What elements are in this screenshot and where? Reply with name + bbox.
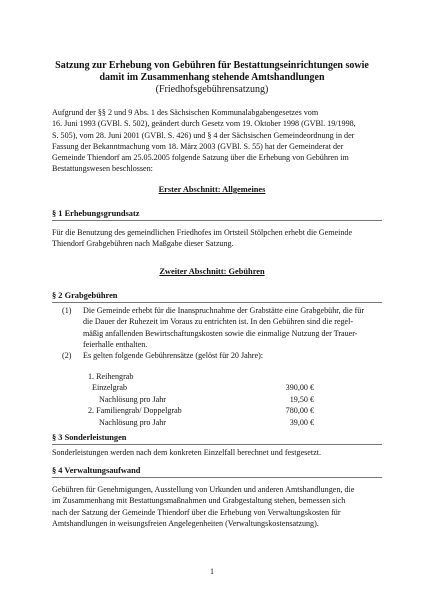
fee-label: Einzelgrab: [92, 383, 128, 393]
preamble-line: 16. Juni 1993 (GVBl. S. 502), geändert durch Gesetz vom 19. Oktober 1998 (GVBl. 19/1998,: [52, 119, 356, 129]
preamble-line: Aufgrund der §§ 2 und 9 Abs. 1 des Sächsischen Kommunalabgabengesetzes vom: [52, 108, 319, 117]
preamble-line: Fassung der Bekanntmachung vom 18. März 2003 (GVBl. S. 55) hat der Gemeinderat der: [52, 141, 344, 151]
section3-text: [52, 447, 382, 458]
item-text: [83, 305, 382, 350]
fee-row: [0, 371, 424, 382]
fee-row: [0, 417, 424, 428]
item-line: die Dauer der Ruhezeit im Voraus zu entrichten ist. In den Gebühren sind die regel-: [83, 317, 354, 327]
heading-rule: [52, 220, 382, 221]
preamble-line: S. 505), vom 28. Juni 2001 (GVBl. S. 426) und § 4 der Sächsischen Gemeindeordnung in der: [52, 130, 355, 140]
heading-grabgebuehren: § 2 Grabgebühren: [52, 291, 118, 300]
fee-row: [0, 405, 424, 416]
heading-erhebungsgrundsatz: § 1 Erhebungsgrundsatz: [52, 209, 140, 218]
item-line: Die Gemeinde erhebt für die Inanspruchnahme der Grabstätte eine Grabgebühr, die für: [83, 306, 365, 315]
item-text: [83, 350, 382, 361]
item-number: (2): [62, 351, 72, 360]
document-title-line-1: Satzung zur Erhebung von Gebühren für Bestattungseinrichtungen sowie: [55, 60, 369, 71]
item-number: (1): [62, 306, 72, 315]
fee-row: [0, 394, 424, 405]
fee-label: 2. Familiengrab/ Doppelgrab: [88, 406, 182, 416]
preamble-line: Gemeinde Thiendorf am 25.05.2005 folgende Satzung über die Erhebung von Gebühren im: [52, 153, 349, 163]
fee-row: [0, 382, 424, 393]
item-line: mäßig anfallenden Bewirtschaftungskosten sowie die einmalige Nutzung der Trauer-: [83, 328, 358, 338]
item-line: Es gelten folgende Gebührensätze (gelöst für 20 Jahre):: [83, 351, 264, 360]
fee-amount: 780,00 €: [285, 406, 314, 416]
fee-amount: 390,00 €: [285, 383, 314, 393]
preamble: [52, 107, 382, 175]
section3-line: Sonderleistungen werden nach dem konkreten Einzelfall berechnet und festgesetzt.: [52, 448, 322, 457]
fee-amount: 19,50 €: [289, 394, 314, 404]
section-title-gebuehren: Zweiter Abschnitt: Gebühren: [159, 267, 265, 276]
heading-verwaltungsaufwand: § 4 Verwaltungsaufwand: [52, 466, 141, 475]
fee-label: Nachlösung pro Jahr: [99, 417, 166, 427]
section1-text: [52, 227, 382, 250]
section4-text: [52, 484, 382, 529]
section-title-allgemeines: Erster Abschnitt: Allgemeines: [158, 185, 266, 194]
document-subtitle: (Friedhofsgebührensatzung): [155, 84, 269, 95]
document-title-line-2: damit im Zusammenhang stehende Amtshandlungen: [99, 72, 325, 83]
heading-rule: [52, 444, 382, 445]
heading-rule: [52, 302, 382, 303]
preamble-line: Bestattungswesen beschlossen:: [52, 164, 153, 174]
page-number: 1: [209, 567, 215, 576]
section4-line: Amtshandlungen in weisungsfreien Angelegenheiten (Verwaltungskostensatzung).: [52, 518, 319, 528]
section1-line: Thiendorf Grabgebühren nach Maßgabe dieser Satzung.: [52, 239, 234, 249]
section4-line: im Zusammenhang mit Bestattungsmaßnahmen und Grabgestaltung stehen, bemessen sich: [52, 496, 346, 506]
section4-line: nach der Satzung der Gemeinde Thiendorf über die Erhebung von Verwaltungskosten für: [52, 507, 341, 517]
section4-line: Gebühren für Genehmigungen, Ausstellung von Urkunden und anderen Amtshandlungen, die: [52, 485, 355, 494]
heading-sonderleistungen: § 3 Sonderleistungen: [52, 433, 127, 442]
fee-label: Nachlösung pro Jahr: [99, 394, 166, 404]
fee-label: 1. Reihengrab: [88, 372, 134, 381]
fee-amount: 39,00 €: [289, 417, 314, 427]
item-line: feierhalle enthalten.: [83, 339, 148, 349]
section1-line: Für die Benutzung des gemeindlichen Friedhofes im Ortsteil Stölpchen erhebt die Gemeinde: [52, 228, 353, 237]
heading-rule: [52, 477, 382, 478]
